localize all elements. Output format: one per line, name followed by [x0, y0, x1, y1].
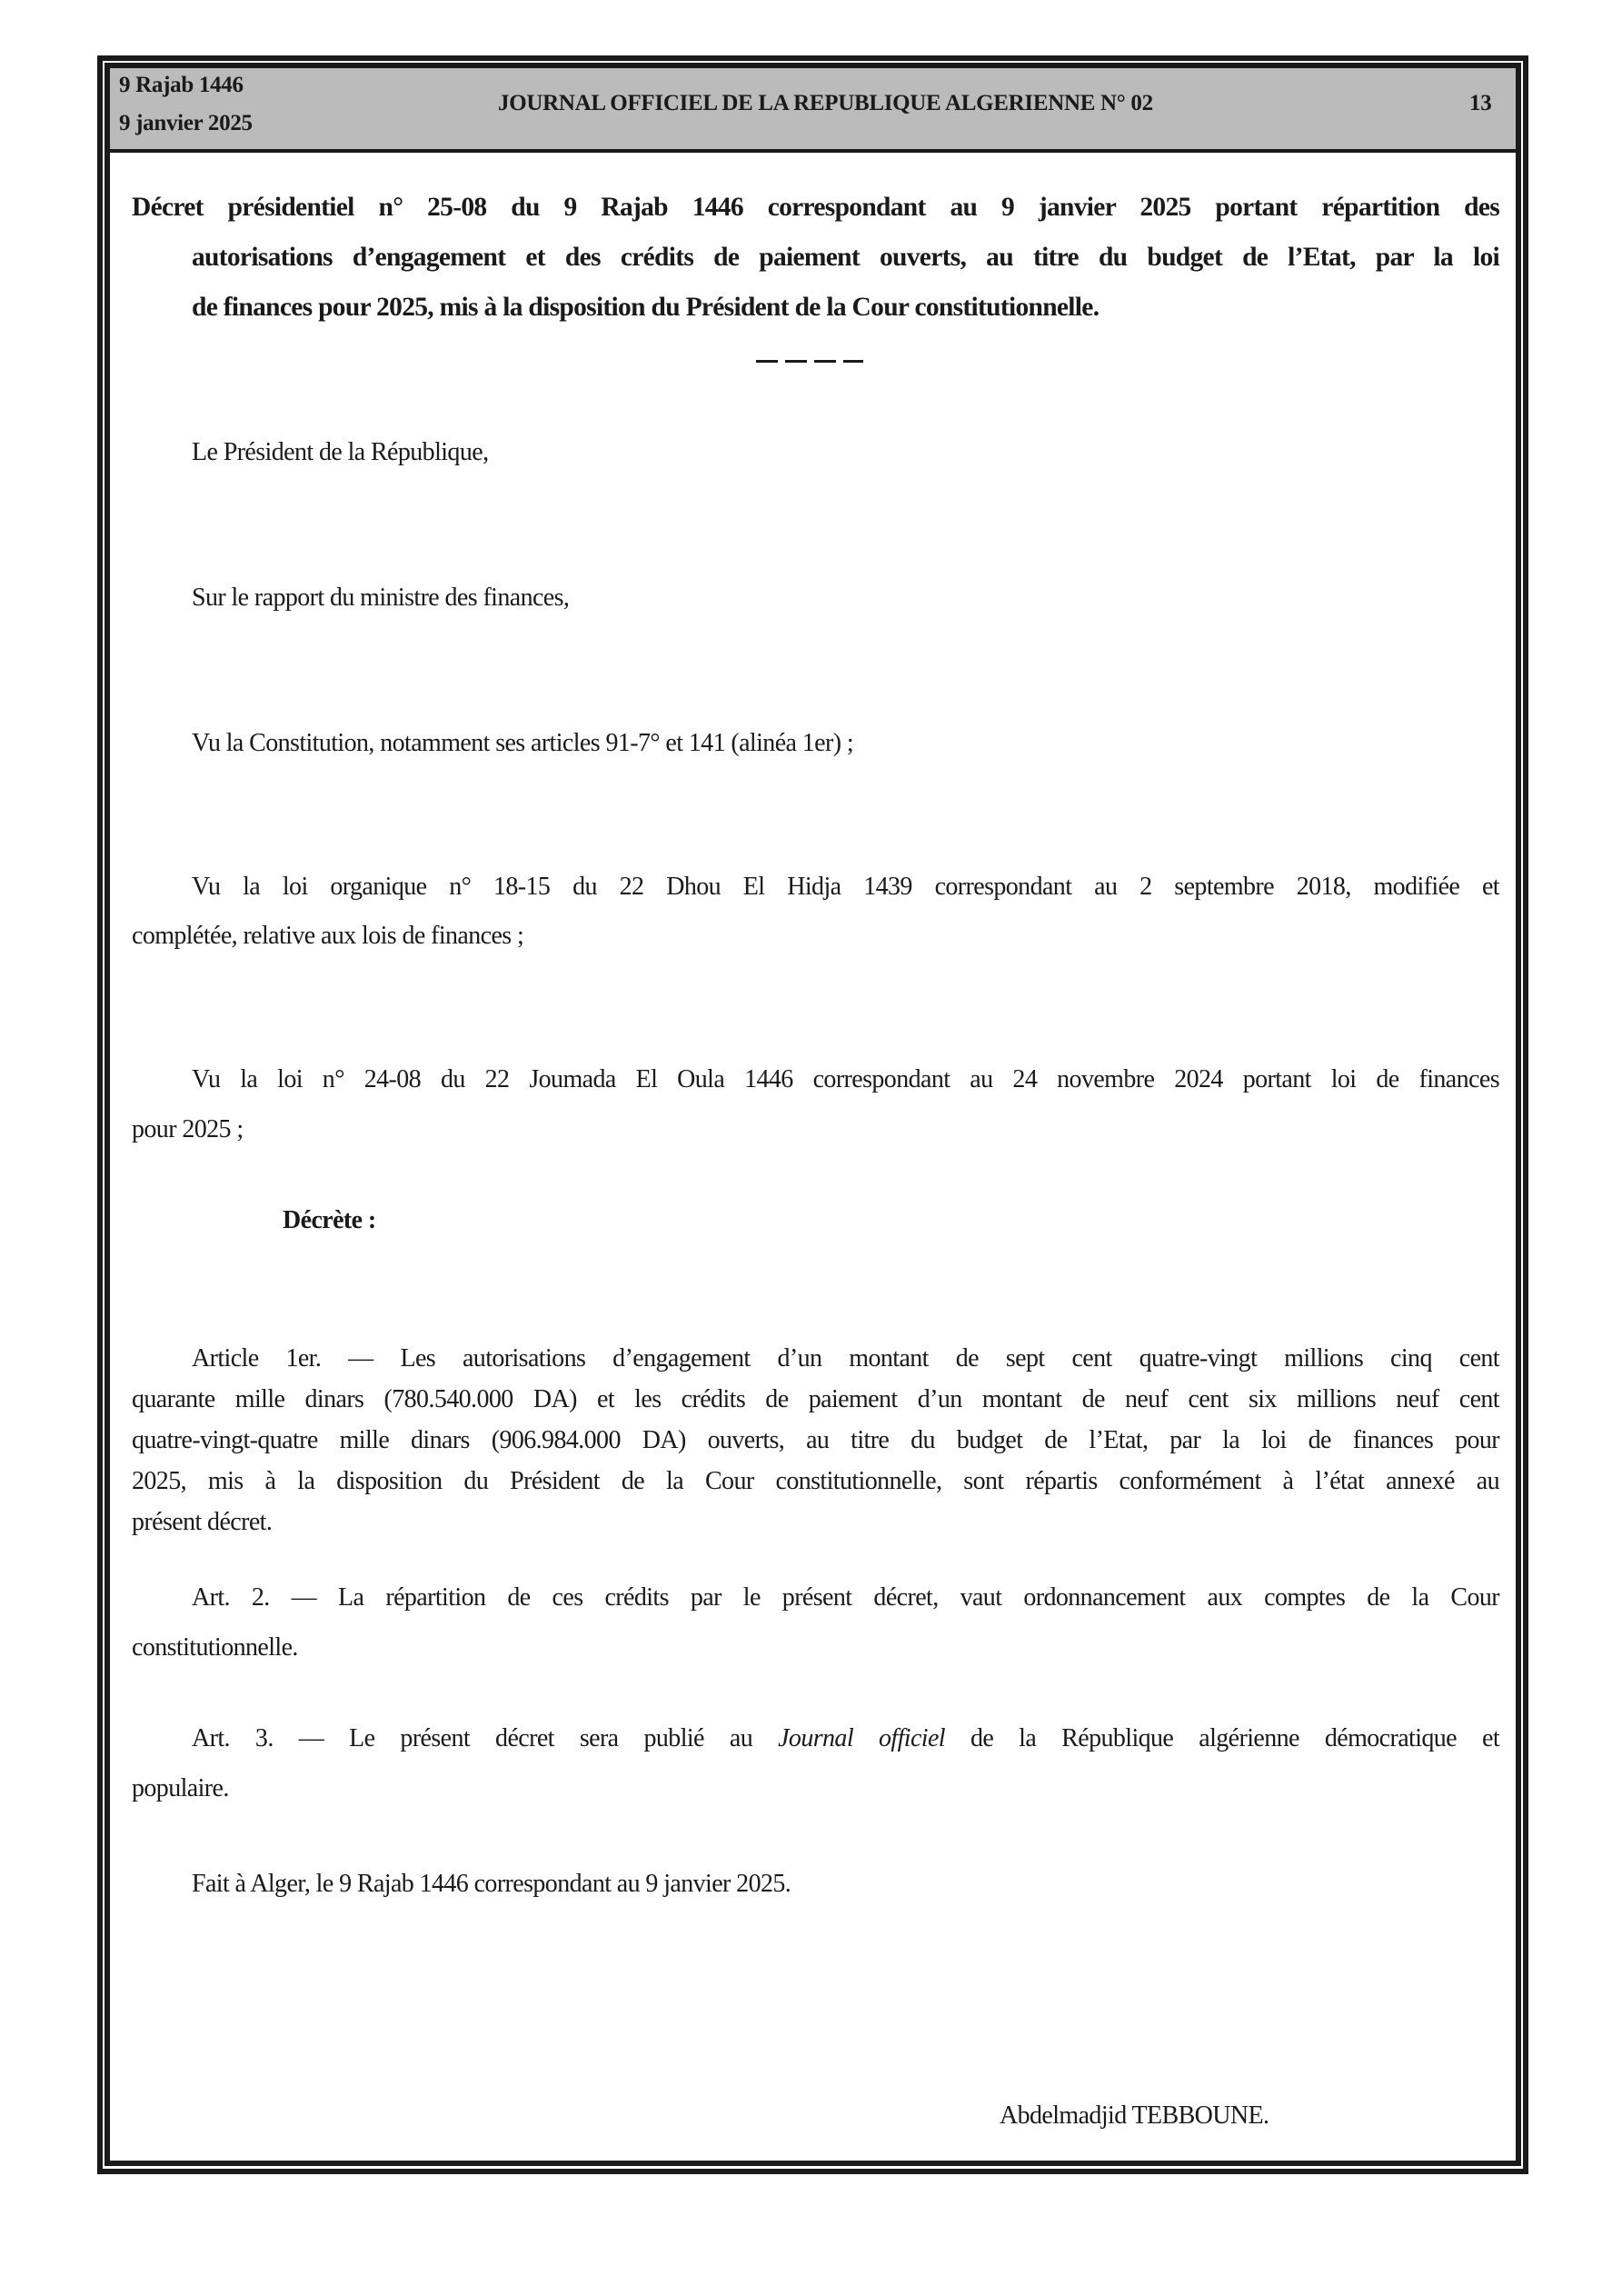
header-gregorian-date: 9 janvier 2025: [119, 111, 253, 135]
decrees-label: Décrète :: [283, 1206, 376, 1234]
signature: Abdelmadjid TEBBOUNE.: [1000, 2101, 1269, 2130]
preamble-president: Le Président de la République,: [192, 438, 489, 466]
header-page-number: 13: [1469, 91, 1492, 115]
preamble-constitution: Vu la Constitution, notamment ses articles 91-7° et 141 (alinéa 1er) ;: [192, 729, 854, 757]
article-3-line-2: populaire.: [132, 1774, 229, 1802]
decree-title-line-1: Décret présidentiel n° 25-08 du 9 Rajab 1446 correspondant au 9 janvier 2025 portant répartition des: [132, 193, 1499, 222]
article-2-line-1: Art. 2. — La répartition de ces crédits par le présent décret, vaut ordonnancement aux comptes de la Cour: [192, 1583, 1499, 1612]
preamble-finance-law-line-1: Vu la loi n° 24-08 du 22 Joumada El Oula 1446 correspondant au 24 novembre 2024 portant loi de finances: [192, 1065, 1499, 1093]
preamble-report: Sur le rapport du ministre des finances,: [192, 584, 570, 612]
decree-title-line-2: autorisations d’engagement et des crédits de paiement ouverts, au titre du budget de l’Etat, par la loi: [192, 243, 1499, 272]
article-2-line-2: constitutionnelle.: [132, 1633, 298, 1662]
article-3-text-after: de la République algérienne démocratique et: [944, 1724, 1500, 1752]
page-border-inner: [104, 63, 1521, 2166]
title-separator: [756, 360, 863, 363]
done-at-statement: Fait à Alger, le 9 Rajab 1446 correspondant au 9 janvier 2025.: [192, 1870, 791, 1898]
article-3-text-before: Art. 3. — Le présent décret sera publié au: [192, 1724, 779, 1752]
article-1-line-1: Article 1er. — Les autorisations d’engagement d’un montant de sept cent quatre-vingt millions cinq cent: [192, 1344, 1499, 1373]
article-1-line-5: présent décret.: [132, 1508, 273, 1536]
article-1-line-2: quarante mille dinars (780.540.000 DA) et les crédits de paiement d’un montant de neuf cent six millions neuf cent: [132, 1385, 1499, 1413]
article-3-line-1: [192, 1724, 1499, 1753]
preamble-finance-law-line-2: pour 2025 ;: [132, 1115, 244, 1143]
decree-title-line-3: de finances pour 2025, mis à la disposition du Président de la Cour constitutionnelle.: [192, 293, 1100, 322]
preamble-organic-law-line-1: Vu la loi organique n° 18-15 du 22 Dhou El Hidja 1439 correspondant au 2 septembre 2018, modifiée et: [192, 873, 1499, 901]
header-hijri-date: 9 Rajab 1446: [119, 73, 244, 97]
article-1-line-4: 2025, mis à la disposition du Président de la Cour constitutionnelle, sont répartis conformément à l’état annexé au: [132, 1467, 1499, 1495]
header-journal-title: JOURNAL OFFICIEL DE LA REPUBLIQUE ALGERIENNE N° 02: [498, 91, 1153, 115]
article-1-line-3: quatre-vingt-quatre mille dinars (906.984.000 DA) ouverts, au titre du budget de l’Etat, par la loi de finances pour: [132, 1426, 1499, 1454]
journal-officiel-italic: Journal officiel: [778, 1724, 945, 1752]
preamble-organic-law-line-2: complétée, relative aux lois de finances ;: [132, 922, 524, 950]
